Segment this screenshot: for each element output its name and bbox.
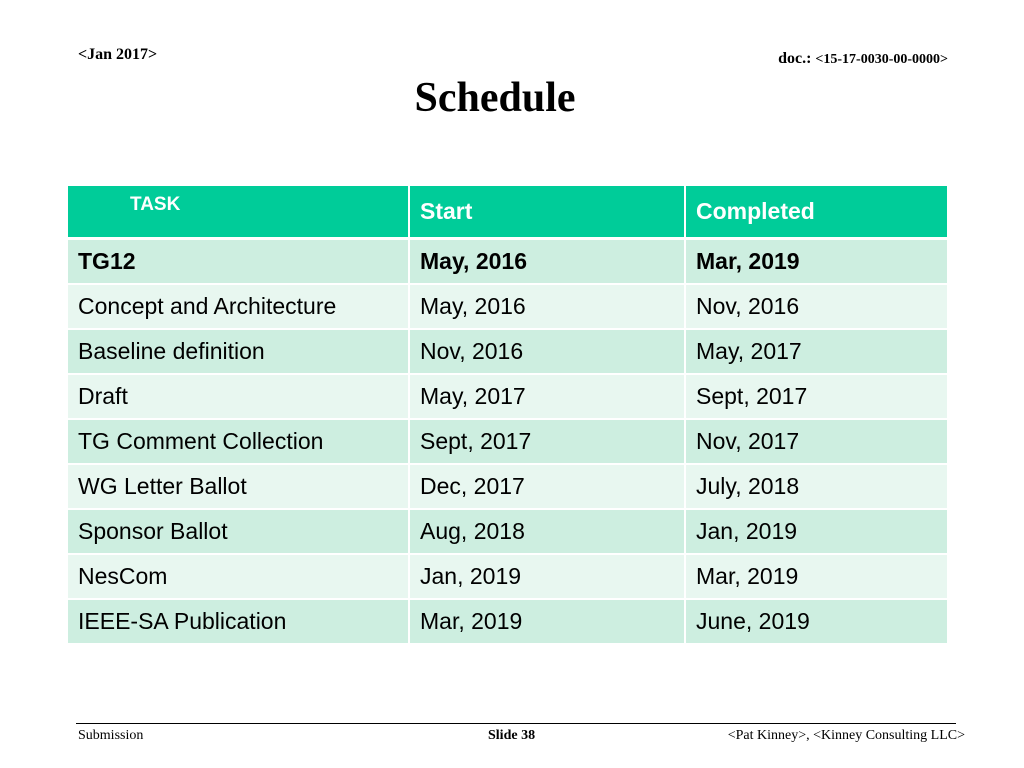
column-header-start: Start bbox=[409, 186, 685, 239]
start-cell: Aug, 2018 bbox=[409, 509, 685, 554]
completed-cell: Nov, 2017 bbox=[685, 419, 947, 464]
start-cell: May, 2016 bbox=[409, 284, 685, 329]
task-cell: NesCom bbox=[68, 554, 409, 599]
slide-title: Schedule bbox=[414, 75, 576, 121]
header-doc-id bbox=[778, 50, 948, 68]
table-row bbox=[68, 509, 947, 554]
start-cell: Mar, 2019 bbox=[409, 599, 685, 644]
task-cell: Sponsor Ballot bbox=[68, 509, 409, 554]
footer-submission: Submission bbox=[78, 728, 144, 743]
completed-cell: Nov, 2016 bbox=[685, 284, 947, 329]
task-cell: WG Letter Ballot bbox=[68, 464, 409, 509]
schedule-table bbox=[68, 186, 947, 645]
table-row bbox=[68, 329, 947, 374]
task-cell: Draft bbox=[68, 374, 409, 419]
start-cell: May, 2016 bbox=[409, 239, 685, 285]
completed-cell: Mar, 2019 bbox=[685, 239, 947, 285]
table-row bbox=[68, 419, 947, 464]
start-cell: Sept, 2017 bbox=[409, 419, 685, 464]
task-cell: TG Comment Collection bbox=[68, 419, 409, 464]
start-cell: Nov, 2016 bbox=[409, 329, 685, 374]
completed-cell: Sept, 2017 bbox=[685, 374, 947, 419]
task-cell: Baseline definition bbox=[68, 329, 409, 374]
doc-number: <15-17-0030-00-0000> bbox=[815, 52, 948, 67]
footer-slide-number: Slide 38 bbox=[488, 728, 536, 743]
column-header-completed: Completed bbox=[685, 186, 947, 239]
table-row bbox=[68, 374, 947, 419]
footer-author: <Pat Kinney>, <Kinney Consulting LLC> bbox=[727, 728, 965, 743]
doc-label: doc.: bbox=[778, 50, 816, 67]
footer-divider bbox=[76, 723, 956, 724]
start-cell: Jan, 2019 bbox=[409, 554, 685, 599]
task-cell: TG12 bbox=[68, 239, 409, 285]
completed-cell: Jan, 2019 bbox=[685, 509, 947, 554]
table-header-row bbox=[68, 186, 947, 239]
column-header-task: TASK bbox=[68, 186, 409, 239]
header-date: <Jan 2017> bbox=[78, 46, 158, 63]
table-row bbox=[68, 464, 947, 509]
table-row bbox=[68, 239, 947, 285]
start-cell: May, 2017 bbox=[409, 374, 685, 419]
task-cell: Concept and Architecture bbox=[68, 284, 409, 329]
table-row bbox=[68, 554, 947, 599]
table-row bbox=[68, 284, 947, 329]
completed-cell: May, 2017 bbox=[685, 329, 947, 374]
task-cell: IEEE-SA Publication bbox=[68, 599, 409, 644]
completed-cell: July, 2018 bbox=[685, 464, 947, 509]
completed-cell: Mar, 2019 bbox=[685, 554, 947, 599]
completed-cell: June, 2019 bbox=[685, 599, 947, 644]
start-cell: Dec, 2017 bbox=[409, 464, 685, 509]
table-row bbox=[68, 599, 947, 644]
